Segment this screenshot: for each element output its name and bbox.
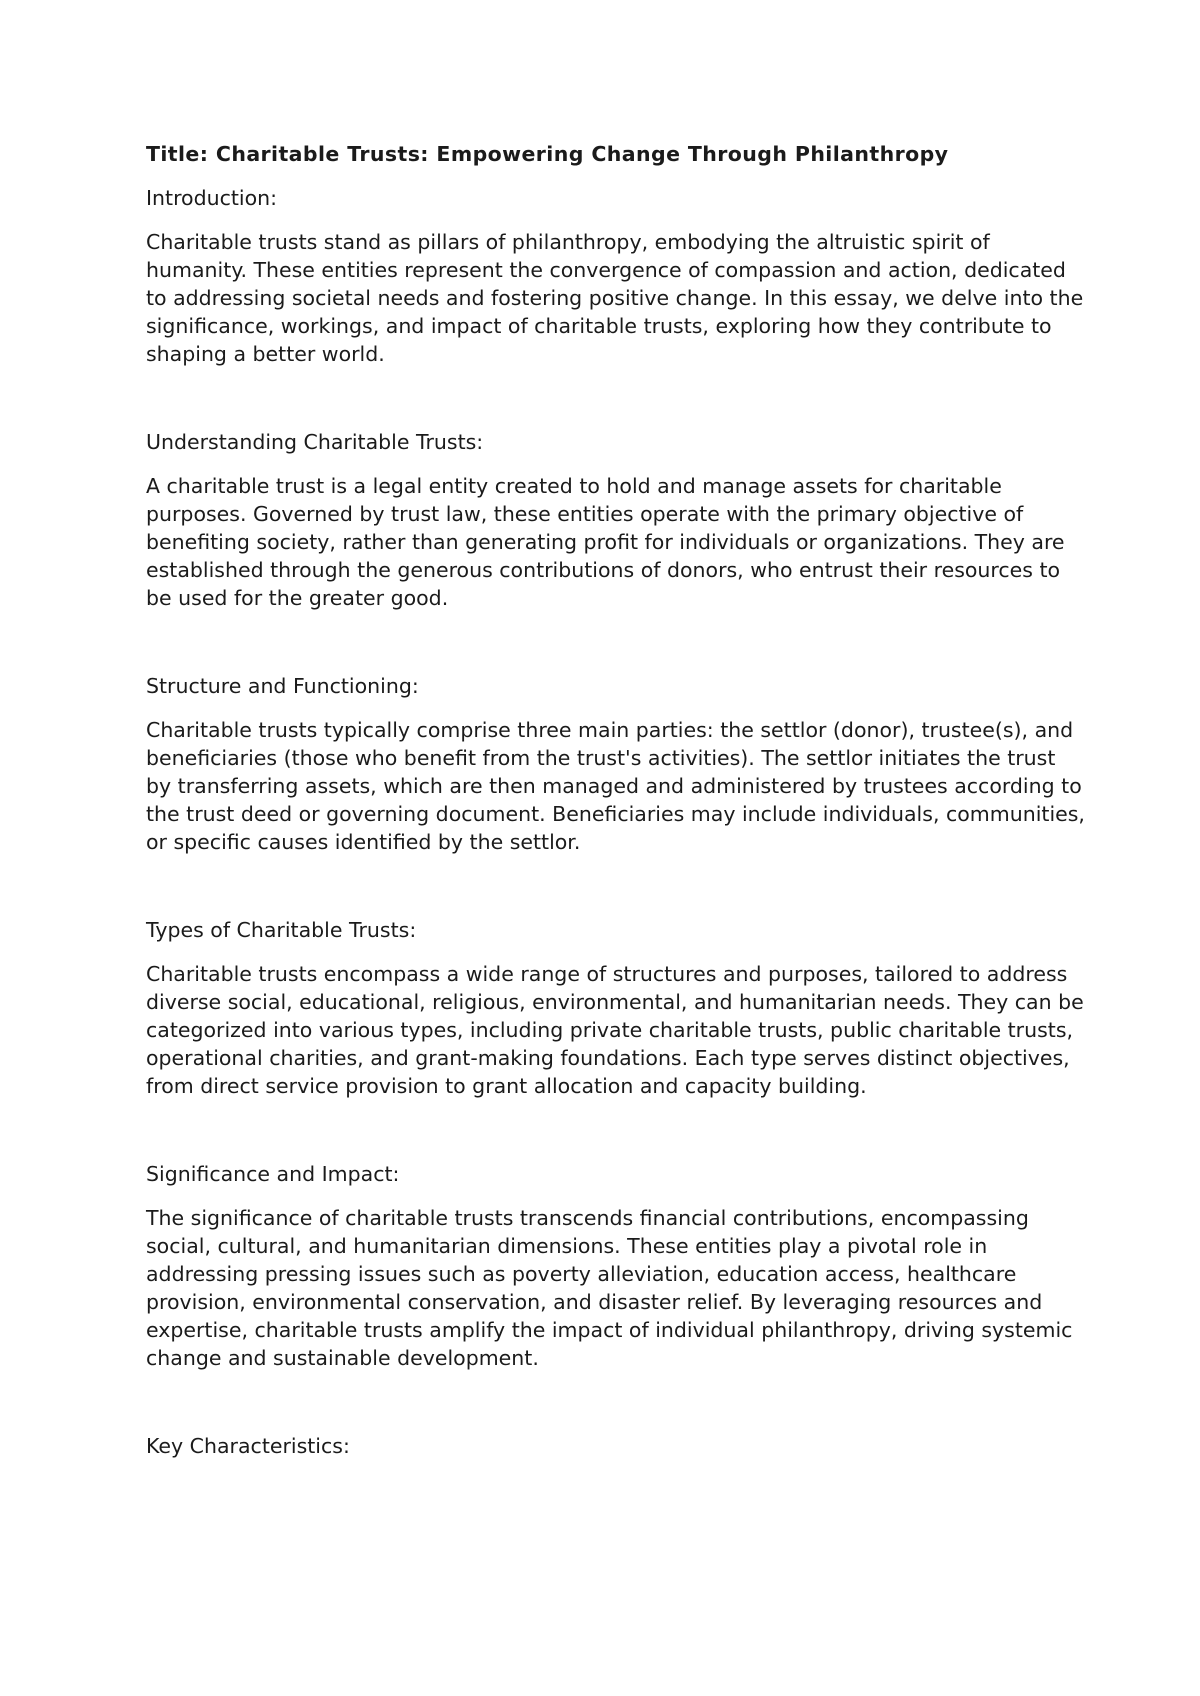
section-body-structure: Charitable trusts typically comprise three main parties: the settlor (donor), trustee(s), and beneficiaries (those who benefit from the trust's activities). The settlor initiates the trust by transferring assets, which are then managed and administered by trustees according to the trust deed or governing document. Beneficiaries may include individuals, communities, or specific causes identified by the settlor.: [146, 718, 1085, 854]
section-heading-types: Types of Charitable Trusts:: [146, 918, 417, 942]
paragraph-spacer: [146, 1100, 1086, 1160]
paragraph-spacer: [146, 856, 1086, 916]
section-heading-introduction: Introduction:: [146, 186, 278, 210]
section-heading-understanding: Understanding Charitable Trusts:: [146, 430, 484, 454]
document-page: [146, 140, 1086, 1476]
paragraph-spacer: [146, 612, 1086, 672]
section-body-types: Charitable trusts encompass a wide range of structures and purposes, tailored to address diverse social, educational, religious, environmental, and humanitarian needs. They can be categorized into various types, including private charitable trusts, public charitable trusts, operational charities, and grant-making foundations. Each type serves distinct objectives, from direct service provision to grant allocation and capacity building.: [146, 962, 1084, 1098]
section-heading-key-characteristics: Key Characteristics:: [146, 1434, 350, 1458]
section-heading-significance: Significance and Impact:: [146, 1162, 400, 1186]
paragraph-spacer: [146, 368, 1086, 428]
document-title: Title: Charitable Trusts: Empowering Change Through Philanthropy: [146, 142, 949, 166]
paragraph-spacer: [146, 1372, 1086, 1432]
section-body-introduction: Charitable trusts stand as pillars of philanthropy, embodying the altruistic spirit of humanity. These entities represent the convergence of compassion and action, dedicated to addressing societal needs and fostering positive change. In this essay, we delve into the significance, workings, and impact of charitable trusts, exploring how they contribute to shaping a better world.: [146, 230, 1084, 366]
section-heading-structure: Structure and Functioning:: [146, 674, 419, 698]
section-body-understanding: A charitable trust is a legal entity created to hold and manage assets for charitable purposes. Governed by trust law, these entities operate with the primary objective of benefiting society, rather than generating profit for individuals or organizations. They are established through the generous contributions of donors, who entrust their resources to be used for the greater good.: [146, 474, 1065, 610]
section-body-significance: The significance of charitable trusts transcends financial contributions, encompassing social, cultural, and humanitarian dimensions. These entities play a pivotal role in addressing pressing issues such as poverty alleviation, education access, healthcare provision, environmental conservation, and disaster relief. By leveraging resources and expertise, charitable trusts amplify the impact of individual philanthropy, driving systemic change and sustainable development.: [146, 1206, 1073, 1370]
